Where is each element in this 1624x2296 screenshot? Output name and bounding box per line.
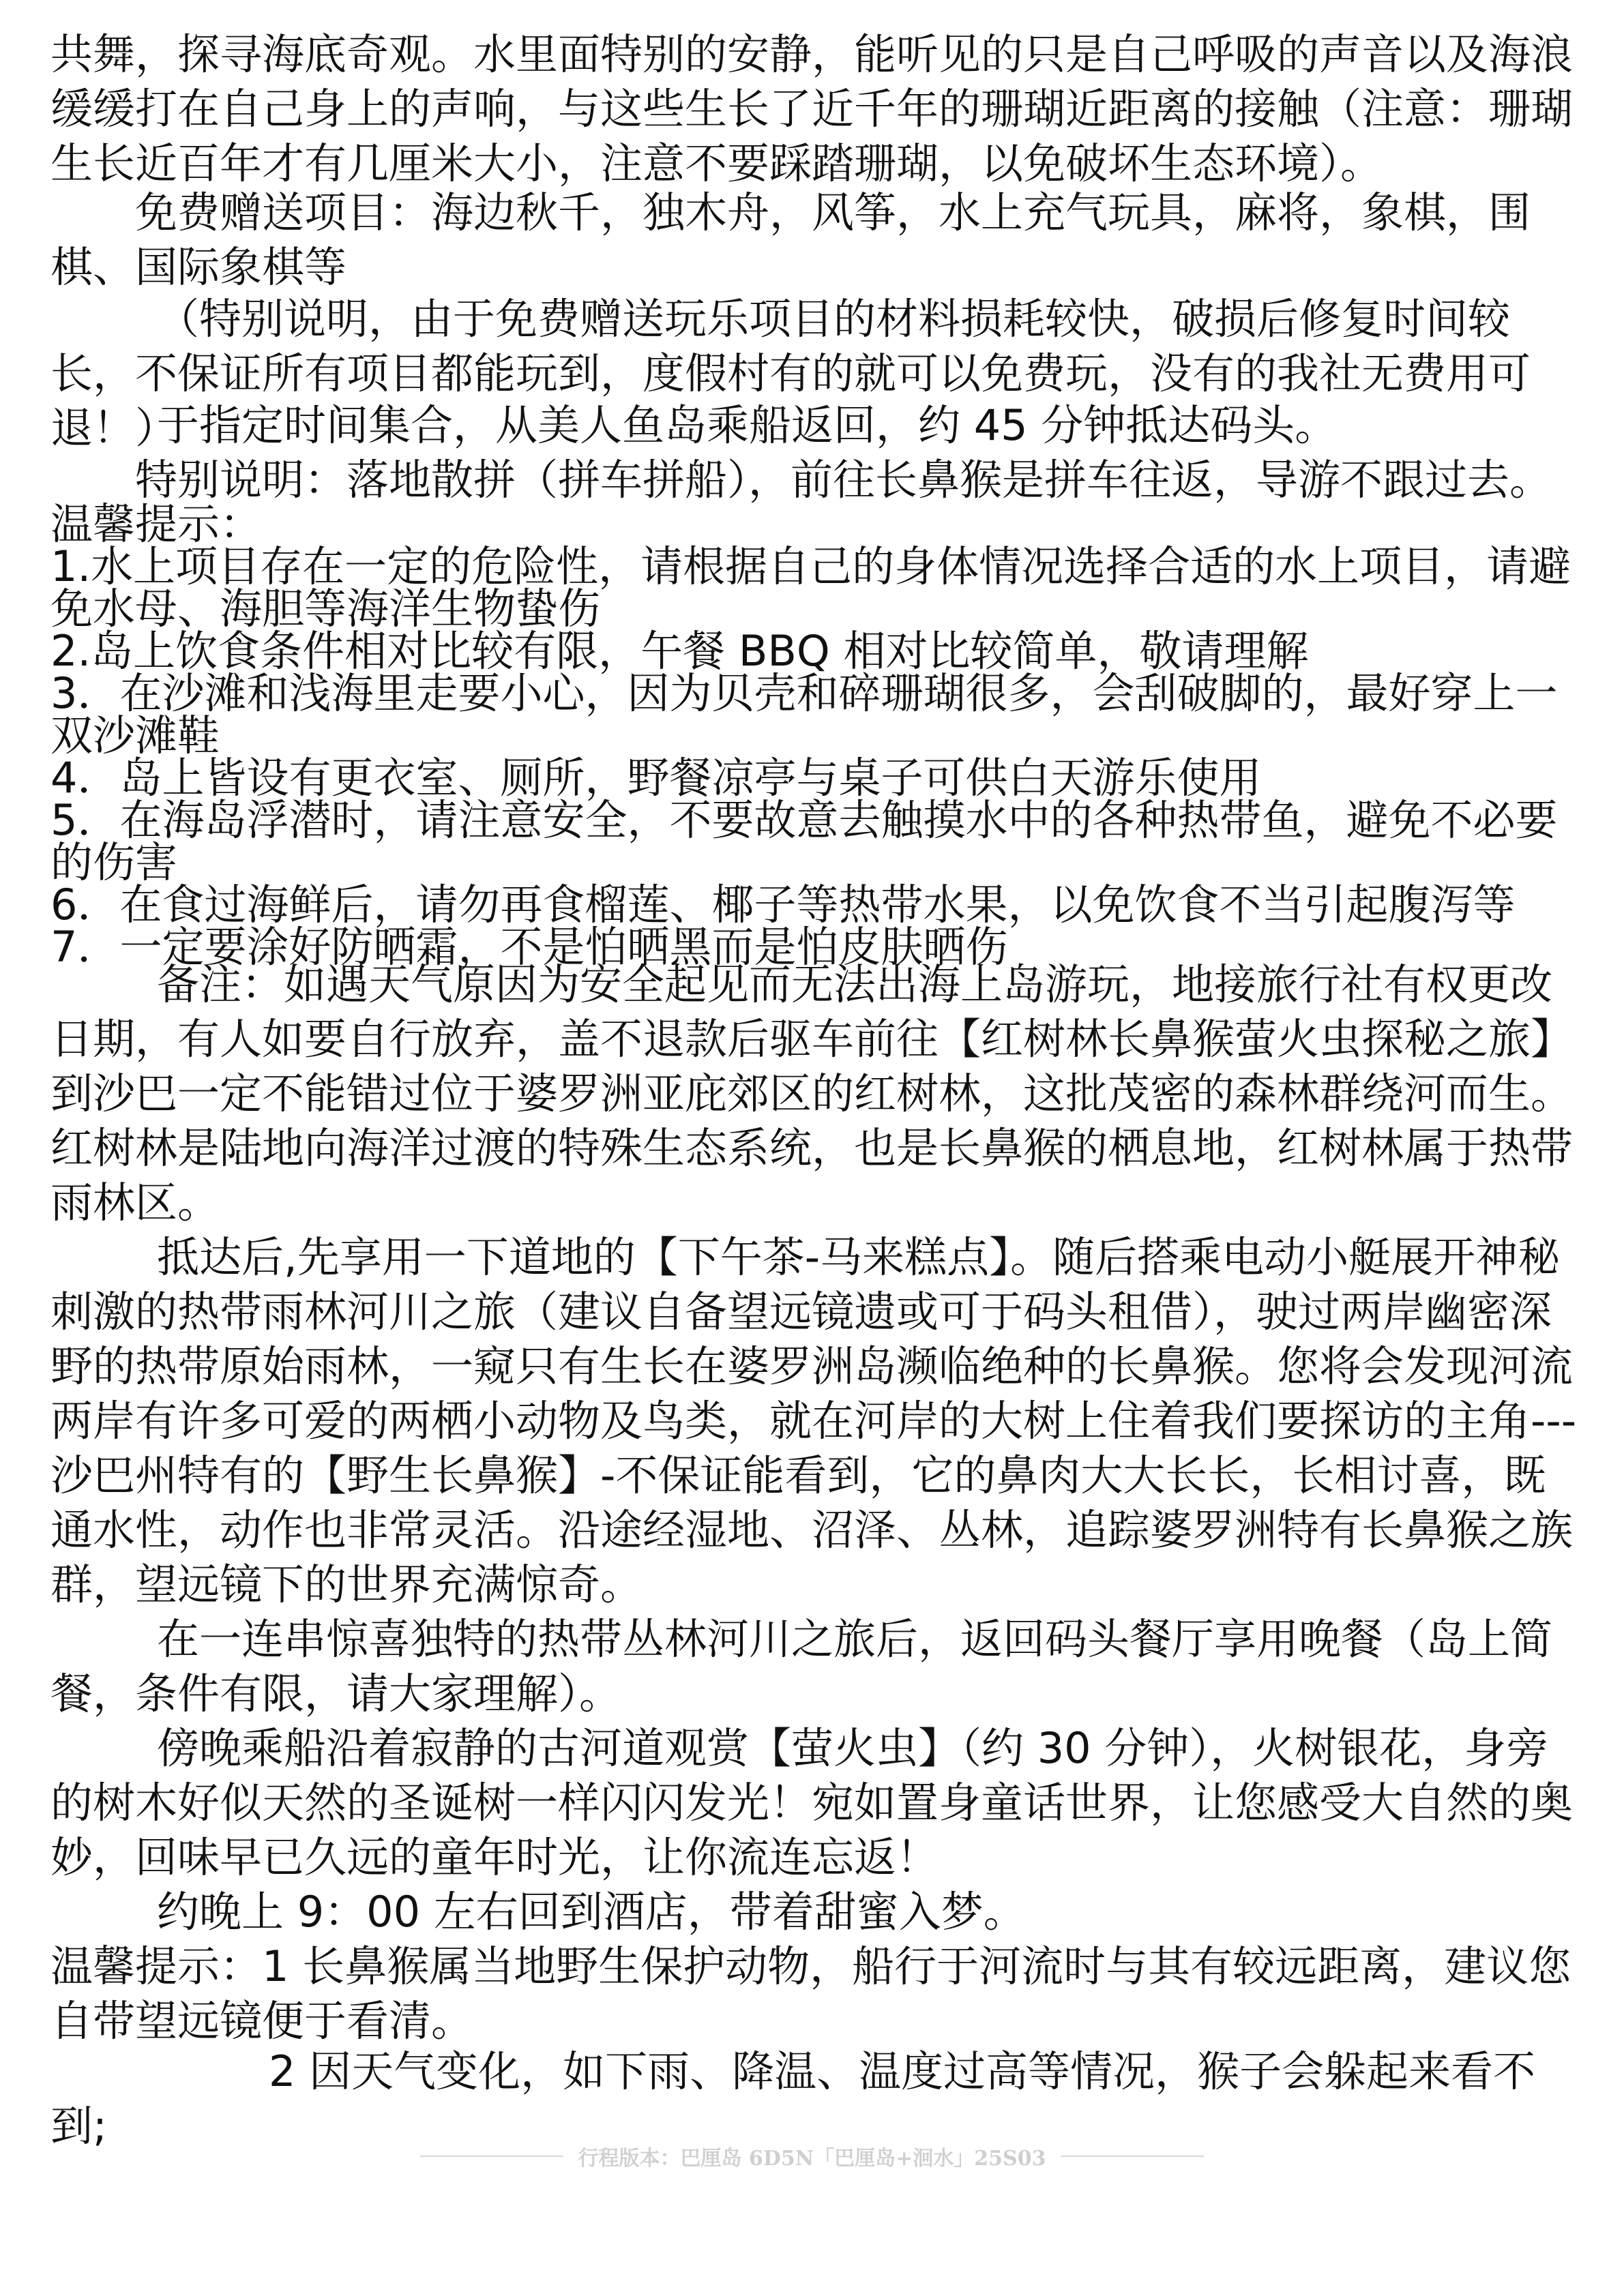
page-footer [0,2141,1624,2171]
paragraph-remark: 备注：如遇天气原因为安全起见而无法出海上岛游玩，地接旅行社有权更改日期，有人如要自行放弃，盖不退款后驱车前往【红树林长鼻猴萤火虫探秘之旅】到沙巴一定不能错过位于婆罗洲亚庇郊区的红树林，这批茂密的森林群绕河而生。红树林是陆地向海洋过渡的特殊生态系统，也是长鼻猴的栖息地，红树林属于热带雨林区。 [50,959,1574,1227]
paragraph-special-note: 特别说明：落地散拼（拼车拼船），前往长鼻猴是拼车往返，导游不跟过去。 [135,455,1552,505]
tip-item-5: 5．在海岛浮潜时，请注意安全，不要故意去触摸水中的各种热带鱼，避免不必要的伤害 [50,795,1558,887]
paragraph-afternoon-tea: 抵达后,先享用一下道地的【下午茶-马来糕点】。随后搭乘电动小艇展开神秘刺激的热带雨林河川之旅（建议自备望远镜遗或可于码头租借），驶过两岸幽密深野的热带原始雨林，一窥只有生长在婆罗洲岛濒临绝种的长鼻猴。您将会发现河流两岸有许多可爱的两栖小动物及鸟类，就在河岸的大树上住着我们要探访的主角---沙巴州特有的【野生长鼻猴】-不保证能看到，它的鼻肉大大长长，长相讨喜，既通水性，动作也非常灵活。沿途经湿地、沼泽、丛林，追踪婆罗洲特有长鼻猴之族群，望远镜下的世界充满惊奇。 [50,1232,1577,1609]
paragraph-fireflies: 傍晚乘船沿着寂静的古河道观赏【萤火虫】（约 30 分钟），火树银花，身旁的树木好似天然的圣诞树一样闪闪发光！宛如置身童话世界，让您感受大自然的奥妙，回味早已久远的童年时光，让你流连忘返！ [50,1723,1574,1882]
paragraph-free-items: 免费赠送项目：海边秋千，独木舟，风筝，水上充气玩具，麻将，象棋，围棋、国际象棋等 [50,188,1531,292]
paragraph-return-boat: 于指定时间集合，从美人鱼岛乘船返回，约 45 分钟抵达码头。 [157,400,1338,450]
paragraph-snorkeling: 共舞，探寻海底奇观。水里面特别的安静，能听见的只是自己呼吸的声音以及海浪缓缓打在自己身上的声响，与这些生长了近千年的珊瑚近距离的接触（注意：珊瑚生长近百年才有几厘米大小，注意不要踩踏珊瑚，以免破坏生态环境）。 [50,29,1574,188]
tip-item-6: 6．在食过海鲜后，请勿再食榴莲、椰子等热带水果，以免饮食不当引起腹泻等 [50,880,1516,929]
tip-item-2: 2.岛上饮食条件相对比较有限，午餐 BBQ 相对比较简单，敬请理解 [50,626,1309,676]
paragraph-free-items-note: （特别说明，由于免费赠送玩乐项目的材料损耗较快，破损后修复时间较长，不保证所有项目都能玩到，度假村有的就可以免费玩，没有的我社无费用可退！） [50,294,1531,453]
tip-item-1: 1.水上项目存在一定的危险性，请根据自己的身体情况选择合适的水上项目，请避免水母、海胆等海洋生物蛰伤 [50,541,1571,633]
paragraph-monkey-tip-2: 2 因天气变化，如下雨、降温、温度过高等情况，猴子会躲起来看不到; [50,2046,1536,2151]
tip-item-4: 4．岛上皆设有更衣室、厕所，野餐凉亭与桌子可供白天游乐使用 [50,753,1262,803]
footer-divider-left [420,2156,563,2157]
tip-item-7: 7．一定要涂好防晒霜，不是怕晒黑而是怕皮肤晒伤 [50,922,1008,972]
tips-title: 温馨提示： [50,499,263,549]
paragraph-dinner: 在一连串惊喜独特的热带丛林河川之旅后，返回码头餐厅享用晚餐（岛上简餐，条件有限，请大家理解）。 [50,1614,1553,1718]
paragraph-monkey-tip-1: 温馨提示：1 长鼻猴属当地野生保护动物，船行于河流时与其有较远距离，建议您自带望远镜便于看清。 [50,1941,1571,2046]
footer-version-text: 行程版本：巴厘岛 6D5N「巴厘岛+洄水」25S03 [578,2147,1046,2171]
footer-divider-right [1061,2156,1204,2157]
tips-list [50,499,1582,972]
paragraph-back-to-hotel: 约晚上 9：00 左右回到酒店，带着甜蜜入梦。 [157,1887,1026,1937]
tip-item-3: 3．在沙滩和浅海里走要小心，因为贝壳和碎珊瑚很多，会刮破脚的，最好穿上一双沙滩鞋 [50,668,1558,760]
